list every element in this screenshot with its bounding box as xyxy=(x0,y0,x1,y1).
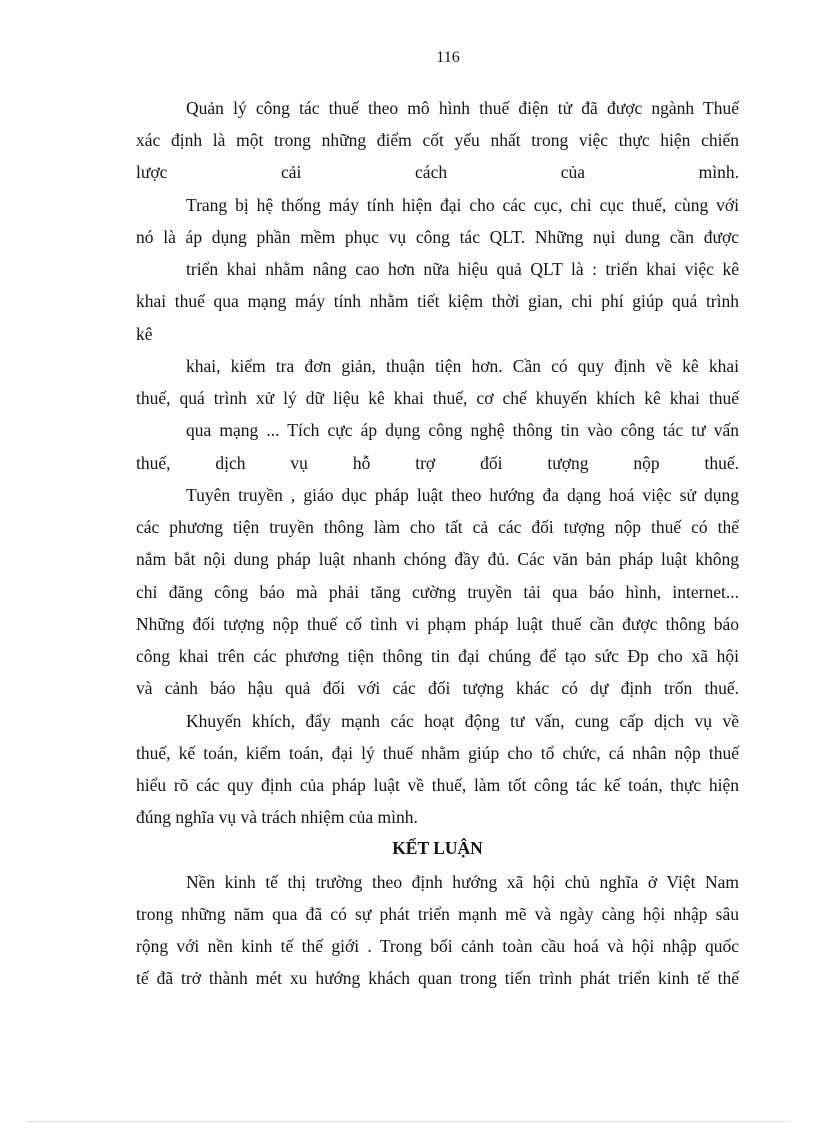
text-line: tế đã trở thành mét xu hướng khách quan trong tiến trình phát triển kinh tế thế xyxy=(136,968,739,988)
text-line: thuế, quá trình xử lý dữ liệu kê khai thuế, cơ chế khuyến khích kê khai thuế xyxy=(136,388,739,408)
text-line: xác định là một trong những điểm cốt yếu nhất trong việc thực hiện chiến xyxy=(136,130,739,150)
text-line: đúng nghĩa vụ và trách nhiệm của mình. xyxy=(136,807,418,827)
text-line: thuế, dịch vụ hỗ trợ đối tượng nộp thuế. xyxy=(136,453,739,473)
text-line: Quản lý công tác thuế theo mô hình thuế điện tử đã được ngành Thuế xyxy=(186,98,739,118)
text-line: Trang bị hệ thống máy tính hiện đại cho các cục, chi cục thuế, cùng với xyxy=(186,195,739,215)
text-line: thuế, kế toán, kiểm toán, đại lý thuế nhằm giúp cho tổ chức, cá nhân nộp thuế xyxy=(136,743,739,763)
text-line: nắm bắt nội dung pháp luật nhanh chóng đầy đủ. Các văn bản pháp luật không xyxy=(136,549,739,569)
text-line: Những đối tượng nộp thuế cố tình vi phạm pháp luật thuế cần được thông báo xyxy=(136,614,739,634)
text-line: công khai trên các phương tiện thông tin đại chúng để tạo sức Đp cho xã hội xyxy=(136,646,739,666)
page-number: 116 xyxy=(436,49,460,66)
text-line: lược cải cách của mình. xyxy=(136,162,739,182)
text-line: hiểu rõ các quy định của pháp luật về thuế, làm tốt công tác kế toán, thực hiện xyxy=(136,775,739,795)
text-line: trong những năm qua đã có sự phát triển mạnh mẽ và ngày càng hội nhập sâu xyxy=(136,904,739,924)
text-line: khai, kiểm tra đơn giản, thuận tiện hơn. Cần có quy định về kê khai xyxy=(186,356,739,376)
section-heading: KẾT LUẬN xyxy=(392,838,483,858)
page-bottom-rule xyxy=(28,1121,788,1122)
text-line: kê xyxy=(136,324,153,344)
text-line: và cảnh báo hậu quả đối với các đối tượng khác có dự định trốn thuế. xyxy=(136,678,739,698)
text-line: khai thuế qua mạng máy tính nhằm tiết kiệm thời gian, chi phí giúp quá trình xyxy=(136,291,739,311)
text-line: nó là áp dụng phần mềm phục vụ công tác QLT. Những nụi dung cần được xyxy=(136,227,739,247)
text-line: Tuyên truyền , giáo dục pháp luật theo hướng đa dạng hoá việc sử dụng xyxy=(186,485,739,505)
text-line: Khuyến khích, đẩy mạnh các hoạt động tư vấn, cung cấp dịch vụ về xyxy=(186,711,739,731)
text-line: các phương tiện truyền thông làm cho tất cả các đối tượng nộp thuế có thể xyxy=(136,517,739,537)
text-line: triển khai nhằm nâng cao hơn nữa hiệu quả QLT là : triển khai việc kê xyxy=(186,259,739,279)
text-line: rộng với nền kinh tế thế giới . Trong bối cảnh toàn cầu hoá và hội nhập quốc xyxy=(136,936,739,956)
text-line: qua mạng ... Tích cực áp dụng công nghệ thông tin vào công tác tư vấn xyxy=(186,420,739,440)
text-line: chỉ đăng công báo mà phải tăng cường truyền tải qua báo hình, internet... xyxy=(136,582,739,602)
text-line: Nền kinh tế thị trường theo định hướng xã hội chủ nghĩa ở Việt Nam xyxy=(186,872,739,892)
